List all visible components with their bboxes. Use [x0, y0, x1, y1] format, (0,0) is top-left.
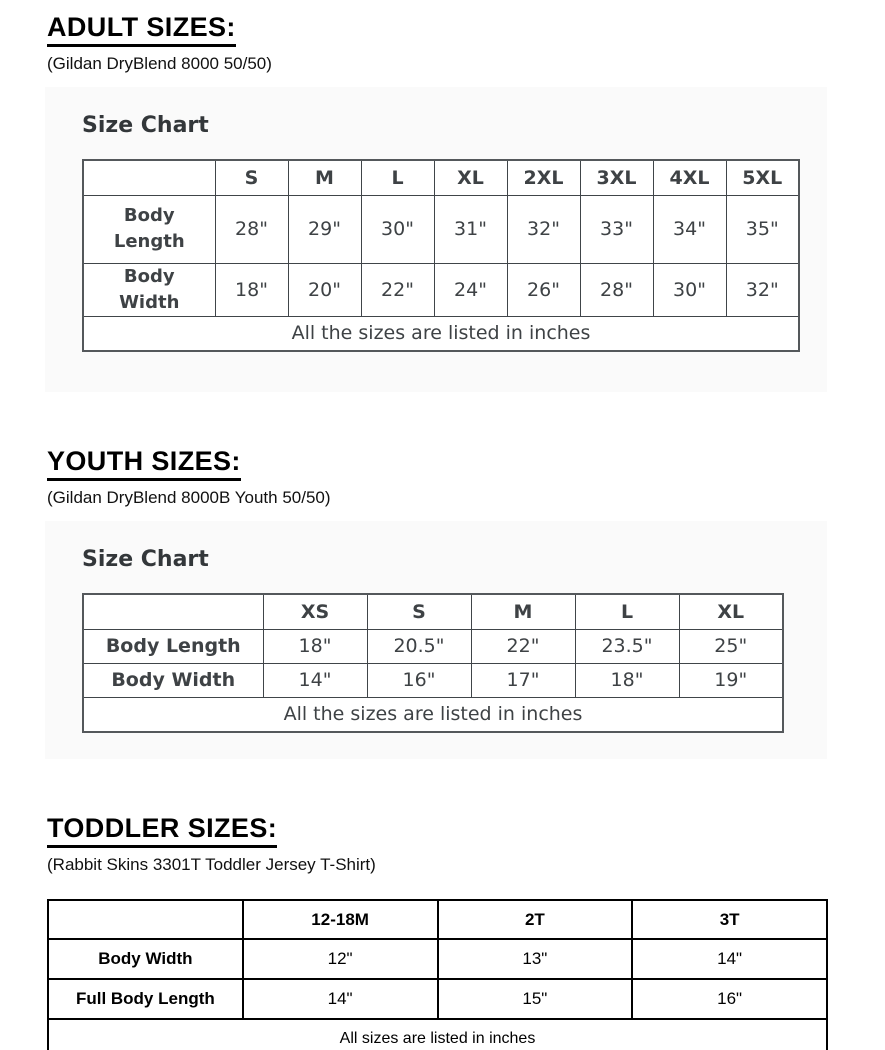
youth-size-chart-panel	[45, 521, 827, 759]
size-value-cell: 14"	[243, 979, 438, 1019]
row-label-cell: Body Width	[83, 263, 215, 316]
table-header-row	[83, 160, 799, 195]
col-header-cell: 3T	[632, 900, 827, 939]
youth-section-caption: (Gildan DryBlend 8000B Youth 50/50)	[47, 488, 331, 508]
sizes-note-cell: All the sizes are listed in inches	[83, 316, 799, 351]
size-value-cell: 31"	[434, 195, 507, 263]
adult-section	[0, 12, 885, 392]
size-value-cell: 19"	[679, 663, 783, 697]
table-note-row	[83, 316, 799, 351]
corner-cell	[83, 160, 215, 195]
size-value-cell: 22"	[361, 263, 434, 316]
section-spacer	[0, 392, 885, 434]
size-value-cell: 33"	[580, 195, 653, 263]
size-value-cell: 28"	[580, 263, 653, 316]
toddler-section	[0, 813, 885, 1050]
size-value-cell: 15"	[438, 979, 633, 1019]
size-value-cell: 25"	[679, 629, 783, 663]
youth-heading-text: YOUTH SIZES:	[47, 446, 241, 481]
size-value-cell: 20"	[288, 263, 361, 316]
size-value-cell: 18"	[575, 663, 679, 697]
table-header-row	[48, 900, 827, 939]
col-header-cell: 2XL	[507, 160, 580, 195]
size-value-cell: 32"	[507, 195, 580, 263]
youth-size-chart-title: Size Chart	[82, 547, 209, 573]
table-row	[83, 663, 783, 697]
size-value-cell: 12"	[243, 939, 438, 979]
size-value-cell: 32"	[726, 263, 799, 316]
size-value-cell: 16"	[367, 663, 471, 697]
col-header-cell: XL	[679, 594, 783, 629]
table-note-row	[48, 1019, 827, 1050]
youth-section-heading	[47, 446, 885, 481]
sizes-note-cell: All sizes are listed in inches	[48, 1019, 827, 1050]
size-value-cell: 17"	[471, 663, 575, 697]
corner-cell	[83, 594, 263, 629]
table-row	[48, 979, 827, 1019]
section-spacer	[0, 759, 885, 801]
sizes-note-cell: All the sizes are listed in inches	[83, 697, 783, 732]
table-row	[83, 195, 799, 263]
row-label-cell: Body Width	[83, 663, 263, 697]
col-header-cell: M	[288, 160, 361, 195]
col-header-cell: M	[471, 594, 575, 629]
col-header-cell: 12-18M	[243, 900, 438, 939]
size-value-cell: 18"	[215, 263, 288, 316]
size-value-cell: 30"	[653, 263, 726, 316]
col-header-cell: 2T	[438, 900, 633, 939]
size-value-cell: 14"	[263, 663, 367, 697]
col-header-cell: XL	[434, 160, 507, 195]
adult-size-chart-title: Size Chart	[82, 113, 209, 138]
size-value-cell: 13"	[438, 939, 633, 979]
row-label-cell: Full Body Length	[48, 979, 243, 1019]
size-value-cell: 22"	[471, 629, 575, 663]
col-header-cell: 4XL	[653, 160, 726, 195]
table-row	[83, 263, 799, 316]
size-value-cell: 30"	[361, 195, 434, 263]
row-label-cell: Body Length	[83, 195, 215, 263]
youth-section	[0, 446, 885, 759]
table-note-row	[83, 697, 783, 732]
table-row	[83, 629, 783, 663]
col-header-cell: S	[215, 160, 288, 195]
size-value-cell: 18"	[263, 629, 367, 663]
size-value-cell: 35"	[726, 195, 799, 263]
toddler-section-heading	[47, 813, 885, 848]
toddler-heading-text: TODDLER SIZES:	[47, 813, 277, 848]
adult-size-chart-panel	[45, 87, 827, 392]
col-header-cell: L	[575, 594, 679, 629]
size-value-cell: 34"	[653, 195, 726, 263]
adult-section-caption: (Gildan DryBlend 8000 50/50)	[47, 54, 272, 73]
toddler-size-table	[47, 899, 828, 1050]
size-value-cell: 23.5"	[575, 629, 679, 663]
size-value-cell: 20.5"	[367, 629, 471, 663]
adult-section-heading	[47, 12, 885, 47]
size-value-cell: 29"	[288, 195, 361, 263]
table-row	[48, 939, 827, 979]
size-value-cell: 26"	[507, 263, 580, 316]
adult-size-table	[82, 159, 800, 352]
row-label-cell: Body Width	[48, 939, 243, 979]
col-header-cell: 3XL	[580, 160, 653, 195]
row-label-cell: Body Length	[83, 629, 263, 663]
size-value-cell: 24"	[434, 263, 507, 316]
table-header-row	[83, 594, 783, 629]
col-header-cell: S	[367, 594, 471, 629]
youth-size-table	[82, 593, 784, 733]
size-value-cell: 16"	[632, 979, 827, 1019]
size-value-cell: 14"	[632, 939, 827, 979]
col-header-cell: XS	[263, 594, 367, 629]
col-header-cell: L	[361, 160, 434, 195]
adult-heading-text: ADULT SIZES:	[47, 12, 236, 47]
size-value-cell: 28"	[215, 195, 288, 263]
col-header-cell: 5XL	[726, 160, 799, 195]
toddler-section-caption: (Rabbit Skins 3301T Toddler Jersey T-Shirt)	[47, 855, 376, 875]
corner-cell	[48, 900, 243, 939]
